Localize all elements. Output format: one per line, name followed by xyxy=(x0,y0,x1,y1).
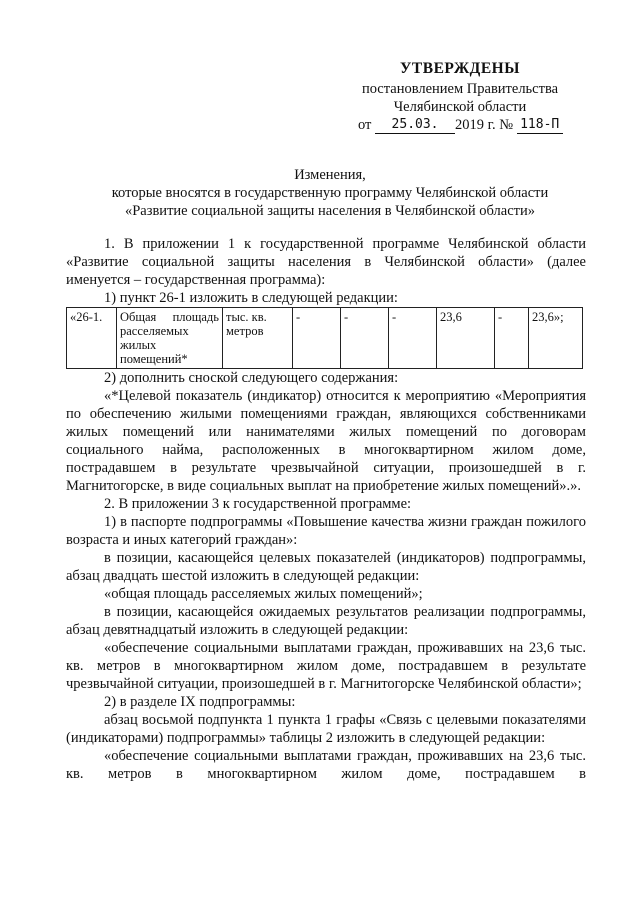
table-cell-value: - xyxy=(341,308,389,369)
paragraph-7: в позиции, касающейся целевых показателей (индикаторов) подпрограммы, абзац двадцать шестой изложить в следующей редакции: xyxy=(66,550,586,584)
paragraph-13: «обеспечение социальными выплатами граждан, проживавших на 23,6 тыс. кв. метров в многоквартирном жилом доме, пострадавшем в xyxy=(66,748,586,782)
paragraph-6: 1) в паспорте подпрограммы «Повышение качества жизни граждан пожилого возраста и иных категорий граждан»: xyxy=(66,514,586,548)
table-cell-item-number: «26-1. xyxy=(67,308,117,369)
approved-by-line: постановлением Правительства xyxy=(361,81,559,97)
approved-heading: УТВЕРЖДЕНЫ xyxy=(400,60,520,77)
paragraph-2: 1) пункт 26-1 изложить в следующей редакции: xyxy=(104,290,398,306)
paragraph-5: 2. В приложении 3 к государственной программе: xyxy=(104,496,412,512)
paragraph-8: «общая площадь расселяемых жилых помещений»; xyxy=(104,586,423,602)
paragraph-10: «обеспечение социальными выплатами граждан, проживавших на 23,6 тыс. кв. метров в многоквартирном жилом доме, пострадавшем в результате чрезвычайной ситуации, произошедшей в г. Магнитогорске Челябинской области»; xyxy=(66,640,586,692)
table-cell-value: - xyxy=(389,308,437,369)
handwritten-date: 25.03. xyxy=(375,117,455,134)
title-line-1: Изменения, xyxy=(294,167,366,183)
table-cell-value: - xyxy=(495,308,529,369)
approval-block xyxy=(340,60,580,135)
table-row xyxy=(67,308,583,369)
title-line-2: которые вносятся в государственную программу Челябинской области xyxy=(111,185,549,201)
table-cell-unit: тыс. кв. метров xyxy=(223,308,293,369)
paragraph-3: 2) дополнить сноской следующего содержания: xyxy=(104,370,399,386)
approved-region-line: Челябинской области xyxy=(393,99,527,115)
title-line-3: «Развитие социальной защиты населения в Челябинской области» xyxy=(124,203,535,219)
paragraph-12: абзац восьмой подпункта 1 пункта 1 графы «Связь с целевыми показателями (индикаторами) подпрограммы» таблицы 2 изложить в следующей редакции: xyxy=(66,712,586,746)
handwritten-number: 118-П xyxy=(517,117,563,134)
indicator-table xyxy=(66,307,583,369)
table-cell-value: 23,6 xyxy=(437,308,495,369)
paragraph-4: «*Целевой показатель (индикатор) относится к мероприятию «Мероприятия по обеспечению жилыми помещениями граждан, являющихся собственниками жилых помещений или нанимателями жилых помещений по договорам социального найма, расположенных в многоквартирном жилом доме, пострадавшем в результате чрезвычайной ситуации, произошедшей в г. Магнитогорске, в виде социальных выплат на приобретение жилых помещений».». xyxy=(66,388,586,494)
table-cell-total: 23,6»; xyxy=(529,308,583,369)
approval-date-line xyxy=(358,116,580,135)
paragraph-1: 1. В приложении 1 к государственной программе Челябинской области «Развитие социальной защиты населения в Челябинской области» (далее именуется – государственная программа): xyxy=(66,236,586,288)
paragraph-9: в позиции, касающейся ожидаемых результатов реализации подпрограммы, абзац девятнадцатый изложить в следующей редакции: xyxy=(66,604,586,638)
table-cell-indicator: Общая площадь расселяемых жилых помещений* xyxy=(117,308,223,369)
from-label: от xyxy=(358,117,372,133)
document-title xyxy=(60,166,600,220)
year-number-label: 2019 г. № xyxy=(455,117,514,133)
table-cell-value: - xyxy=(293,308,341,369)
document-body xyxy=(66,235,586,783)
paragraph-11: 2) в разделе IX подпрограммы: xyxy=(104,694,296,710)
